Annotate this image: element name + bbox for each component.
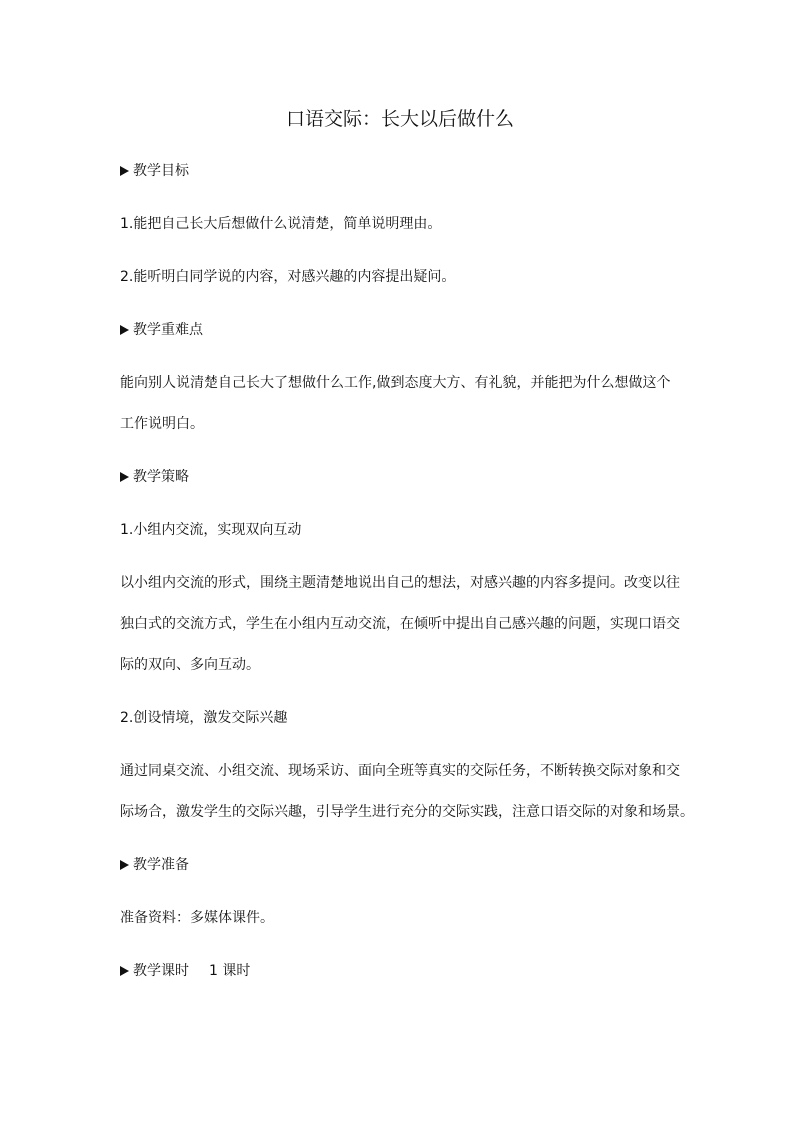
strategy-paragraph-line: 以小组内交流的形式，围绕主题清楚地说出自己的想法，对感兴趣的内容多提问。改变以往 [120, 575, 680, 591]
key-points-paragraph-line: 工作说明白。 [120, 416, 204, 432]
section-heading-strategy [120, 467, 189, 487]
triangle-bullet-icon [120, 325, 129, 335]
section-heading-label: 教学重难点 [133, 322, 203, 338]
triangle-bullet-icon [120, 860, 129, 870]
preparation-text: 准备资料：多媒体课件。 [120, 910, 274, 926]
triangle-bullet-icon [120, 166, 129, 176]
section-heading-label: 教学策略 [133, 469, 189, 485]
strategy-paragraph-line: 际的双向、多向互动。 [120, 657, 260, 673]
section-heading-preparation [120, 855, 189, 875]
section-heading-label: 教学目标 [133, 163, 189, 179]
strategy-item-title: 2.创设情境，激发交际兴趣 [120, 710, 288, 726]
strategy-paragraph-line: 通过同桌交流、小组交流、现场采访、面向全班等真实的交际任务，不断转换交际对象和交 [120, 763, 680, 779]
document-title: 口语交际：长大以后做什么 [285, 108, 514, 130]
goal-item: 1.能把自己长大后想做什么说清楚，简单说明理由。 [120, 216, 442, 232]
section-heading-hours [120, 961, 250, 981]
strategy-paragraph-line: 际场合，激发学生的交际兴趣，引导学生进行充分的交际实践，注意口语交际的对象和场景。 [120, 804, 694, 820]
section-heading-key-points [120, 320, 203, 340]
strategy-item-title: 1.小组内交流，实现双向互动 [120, 522, 302, 538]
key-points-paragraph-line: 能向别人说清楚自己长大了想做什么工作,做到态度大方、有礼貌，并能把为什么想做这个 [120, 375, 671, 391]
triangle-bullet-icon [120, 966, 129, 976]
goal-item: 2.能听明白同学说的内容，对感兴趣的内容提出疑问。 [120, 269, 456, 285]
section-heading-goals [120, 161, 189, 181]
section-heading-label: 教学课时 [133, 963, 189, 979]
section-heading-label: 教学准备 [133, 857, 189, 873]
hours-value: 1 课时 [209, 963, 251, 979]
triangle-bullet-icon [120, 472, 129, 482]
strategy-paragraph-line: 独白式的交流方式，学生在小组内互动交流，在倾听中提出自己感兴趣的问题，实现口语交 [120, 616, 680, 632]
